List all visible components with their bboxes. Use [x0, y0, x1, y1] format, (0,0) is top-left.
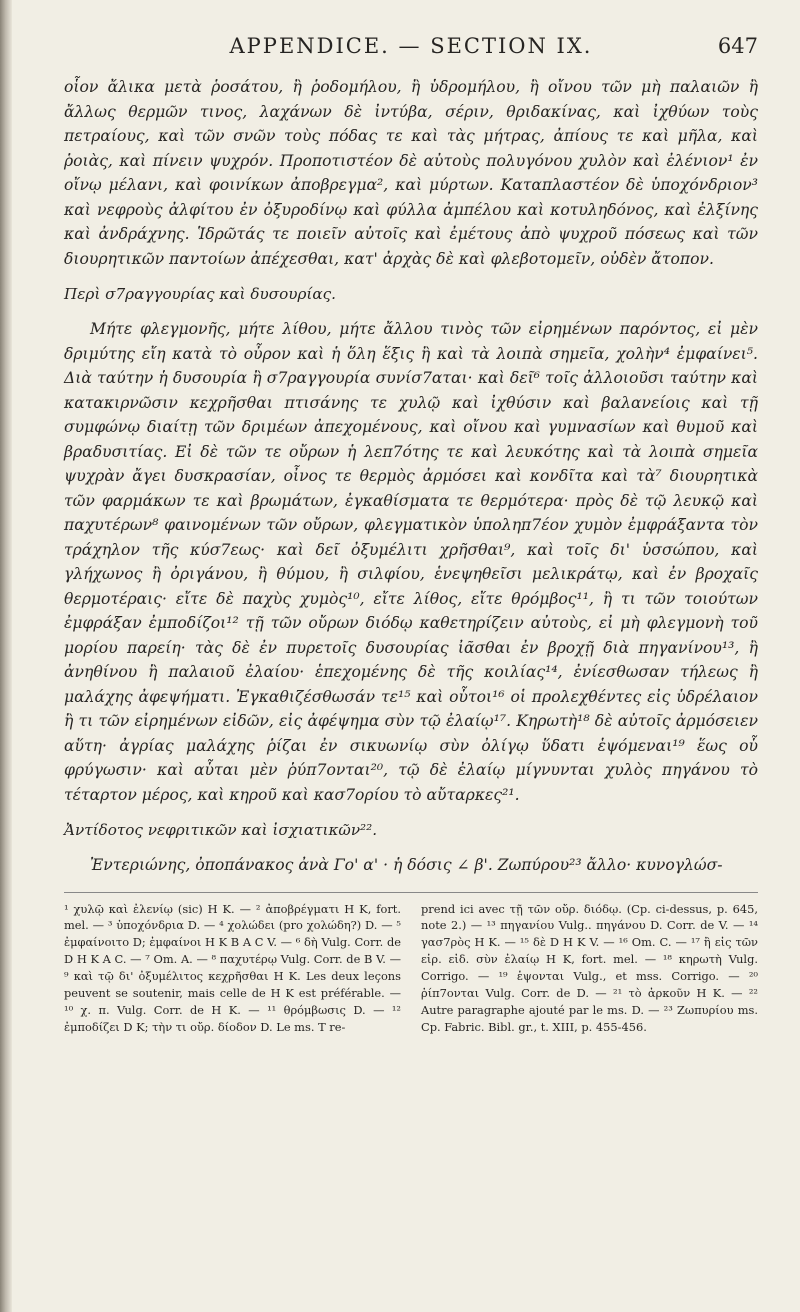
paragraph-1: οἷον ἄλικα μετὰ ῥοσάτου, ἢ ῥοδομήλου, ἢ ὑδρομήλου, ἢ οἴνου τῶν μὴ παλαιῶν ἢ ἄλλως θερμῶν τινος, λαχάνων δὲ ἰντύβα, σέριν, θριδακίνας, καὶ ἰχθύων τοὺς πετραίους, καὶ τῶν σνῶν τοὺς πόδας τε καὶ τὰς μήτρας, ἀπίους τε καὶ μῆλα, καὶ ῥοιὰς, καὶ πίνειν ψυχρόν. Προποτιστέον δὲ αὐτοὺς πολυγόνου χυλὸν καὶ ἐλένιον¹ ἐν οἴνῳ μέλανι, καὶ φοινίκων ἀποβρεγμα², καὶ μύρτων. Καταπλαστέον δὲ ὑποχόνδριον³ καὶ νεφροὺς ἀλφίτου ἐν ὀξυροδίνῳ καὶ φύλλα ἀμπέλου καὶ κοτυληδόνος, καὶ ἐλξίνης καὶ ἀνδράχνης. Ἱδρῶτάς τε ποιεῖν αὐτοῖς καὶ ἐμέτους ἀπὸ ψυχροῦ πόσεως καὶ τῶν διουρητικῶν παντοίων ἀπέχεσθαι, κατ' ἀρχὰς δὲ καὶ φλεβοτομεῖν, οὐδὲν ἄτοπον. [64, 78, 758, 268]
page-number: 647 [717, 34, 758, 58]
running-head [64, 34, 758, 68]
main-text [64, 75, 758, 878]
section-heading-strangury: Περὶ σ7ραγγουρίας καὶ δυσουρίας. [64, 285, 336, 303]
footnotes [64, 892, 758, 1036]
book-page [64, 34, 758, 1036]
running-head-title: APPENDICE. — SECTION IX. [229, 34, 593, 58]
footnotes-left-column: ¹ χυλῷ καὶ ἐλενίῳ (sic) H K. — ² ἀποβρέγματι H K, fort. mel. — ³ ὑποχόνδρια D. — ⁴ χολώδει (pro χολώδη?) D. — ⁵ ἐμφαίνοιτο D; ἐμφαίνοι H K B A C V. — ⁶ δὴ Vulg. Corr. de D H K A C. — ⁷ Om. A. — ⁸ παχυτέρῳ Vulg. Corr. de B V. — ⁹ καὶ τῷ δι' ὀξυμέλιτος κεχρῆσθαι H K. Les deux leçons peuvent se soutenir, mais celle de H K est préférable. — ¹⁰ χ. π. Vulg. Corr. de H K. — ¹¹ θρόμβωσις D. — ¹² ἐμποδίζει D K; τὴν τι οὔρ. δίοδον D. Le ms. T re- [64, 901, 401, 1034]
book-binding-shadow [0, 0, 12, 1312]
footnotes-right-column: prend ici avec τῇ τῶν οὔρ. διόδῳ. (Cp. ci-dessus, p. 645, note 2.) — ¹³ πηγανίου Vulg.. πηγάνου D. Corr. de V. — ¹⁴ γασ7ρὸς H K. — ¹⁵ δὲ D H K V. — ¹⁶ Om. C. — ¹⁷ ἢ εἰς τῶν εἰρ. εἰδ. σὺν ἐλαίῳ H K, fort. mel. — ¹⁸ κηρωτὴ Vulg. Corrigo. — ¹⁹ ἑψονται Vulg., et mss. Corrigo. — ²⁰ ῥίπ7ονται Vulg. Corr. de D. — ²¹ τὸ ἀρκοῦν H K. — ²² Autre paragraphe ajouté par le ms. D. — ²³ Ζωπυρίου ms. Cp. Fabric. Bibl. gr., t. XIII, p. 455-456. [421, 901, 758, 1034]
paragraph-2: Μήτε φλεγμονῆς, μήτε λίθου, μήτε ἄλλου τινὸς τῶν εἰρημένων παρόντος, εἰ μὲν δριμύτης εἴη κατὰ τὸ οὖρον καὶ ἡ ὅλη ἕξις ἢ καὶ τὰ λοιπὰ σημεῖα, χολὴν⁴ ἐμφαίνει⁵. Διὰ ταύτην ἡ δυσουρία ἢ σ7ραγγουρία συνίσ7αται· καὶ δεῖ⁶ τοῖς ἀλλοιοῦσι ταύτην καὶ κατακιρνῶσιν κεχρῆσθαι πτισάνης τε χυλῷ καὶ ἰχθύσιν καὶ βαλανείοις καὶ τῇ συμφώνῳ διαίτῃ τῶν δριμέων ἀπεχομένους, καὶ οἴνου καὶ γυμνασίων καὶ θυμοῦ καὶ βραδυσιτίας. Εἰ δὲ τῶν τε οὔρων ἡ λεπ7ότης τε καὶ λευκότης καὶ τὰ λοιπὰ σημεῖα ψυχρὰν ἄγει δυσκρασίαν, οἶνος τε θερμὸς ἀρμόσει καὶ κονδῖτα καὶ τὰ⁷ διουρητικὰ τῶν φαρμάκων τε καὶ βρωμάτων, ἐγκαθίσματα τε θερμότερα· πρὸς δὲ τῷ λευκῷ καὶ παχυτέρων⁸ φαινομένων τῶν οὔρων, φλεγματικὸν ὑποληπ7έον χυμὸν ἐμφράξαντα τὸν τράχηλον τῆς κύσ7εως· καὶ δεῖ ὀξυμέλιτι χρῆσθαι⁹, καὶ τοῖς δι' ὑσσώπου, καὶ γλήχωνος ἢ ὀριγάνου, ἢ θύμου, ἢ σιλφίου, ἑνεψηθεῖσι μελικράτῳ, καὶ ἐν βροχαῖς θερμοτέραις· εἴτε δὲ παχὺς χυμὸς¹⁰, εἴτε λίθος, εἴτε θρόμβος¹¹, ἢ τι τῶν τοιούτων ἐμφράξαν ἐμποδίζοι¹² τῇ τῶν οὔρων διόδῳ καθετηρίζειν αὐτοὺς, εἰ μὴ φλεγμονὴ τοῦ μορίου παρείη· τὰς δὲ ἐν πυρετοῖς δυσουρίας ἰᾶσθαι ἐν βροχῇ διὰ πηγανίνου¹³, ἢ ἀνηθίνου ἢ παλαιοῦ ἐλαίου· ἑπεχομένης δὲ τῆς κοιλίας¹⁴, ἐνίεσθωσαν τήλεως ἢ μαλάχης ἀφεψήματι. Ἐγκαθιζέσθωσάν τε¹⁵ καὶ οὗτοι¹⁶ οἱ προλεχθέντες εἰς ὑδρέλαιον ἢ τι τῶν εἰρημένων εἰδῶν, εἰς ἀφέψημα σὺν τῷ ἐλαίῳ¹⁷. Κηρωτὴ¹⁸ δὲ αὐτοῖς ἀρμόσειεν αὕτη· ἀγρίας μαλάχης ῥίζαι ἐν σικυωνίῳ σὺν ὀλίγῳ ὕδατι ἑψόμεναι¹⁹ ἕως οὗ φρύγωσιν· καὶ αὗται μὲν ῥύπ7ονται²⁰, τῷ δὲ ἐλαίῳ μίγνυνται χυλὸς πηγάνου τὸ τέταρτον μέρος, καὶ κηροῦ καὶ κασ7ορίου τὸ αὔταρκες²¹. [64, 320, 758, 804]
section-heading-antidote: Ἀντίδοτος νεφριτικῶν καὶ ἰσχιατικῶν²². [64, 821, 378, 839]
paragraph-3: Ἐντεριώνης, ὀποπάνακος ἀνὰ Γο' α' · ἡ δόσις ∠ β'. Ζωπύρου²³ ἄλλο· κυνογλώσ- [90, 856, 723, 874]
